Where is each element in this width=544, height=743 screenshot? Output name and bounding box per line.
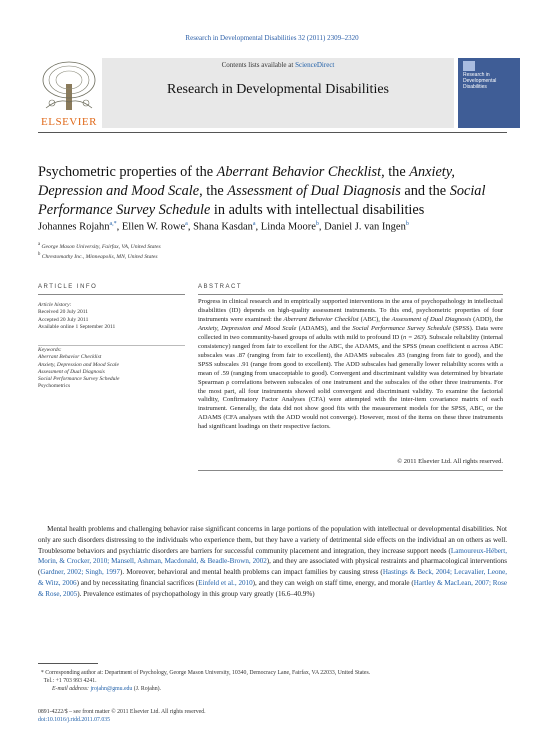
doi-link[interactable]: doi:10.1016/j.ridd.2011.07.035 xyxy=(38,717,111,723)
keywords xyxy=(38,347,188,391)
affiliation-text: George Mason University, Fairfax, VA, United States xyxy=(41,243,161,250)
author-sep: , xyxy=(116,221,122,233)
citation-link[interactable]: Einfeld et al., 2010 xyxy=(198,578,253,587)
title-part: , the xyxy=(381,164,410,180)
header-rule xyxy=(38,132,507,133)
introduction-paragraph xyxy=(38,524,507,600)
author-list xyxy=(38,221,508,233)
article-title xyxy=(38,163,508,220)
abstract-text-part: (ABC), the xyxy=(358,315,392,323)
author-name[interactable]: Johannes Rojahn xyxy=(38,221,110,233)
abstract-italic-part: Social Performance Survey Schedule xyxy=(352,324,451,332)
abstract-heading: ABSTRACT xyxy=(198,284,243,290)
abstract-text-part: Progress in clinical research and in empirically supported interventions in the area of psychopathology in intellectual disabilities (ID) depends on high-quality assessment instruments. To this end, psychometric properties of four instruments were examined: the xyxy=(198,298,503,323)
corresponding-author-footnote xyxy=(38,669,507,693)
abstract-body xyxy=(198,298,503,432)
history-online: Available online 1 September 2011 xyxy=(38,323,116,330)
abstract-rule xyxy=(198,294,503,295)
title-part: Psychometric properties of the xyxy=(38,164,217,180)
body-text-part: Mental health problems and challenging behavior raise significant concerns in large portions of the population with intellectual or developmental disabilities. Not only are such disorders distressing to the individuals who experience them, but they have a variety of detrimental side effects on the individual an on others as well. Troublesome behaviors and psychiatric disorders are barriers for successful community placement and integration, they increase support needs ( xyxy=(38,525,507,555)
affiliation-a: $^a$ George Mason University, Fairfax, VA, United States xyxy=(38,242,161,250)
history-accepted: Accepted 20 July 2011 xyxy=(38,316,89,323)
author-name[interactable]: Ellen W. Rowe xyxy=(121,221,186,233)
title-part: , the xyxy=(199,183,228,199)
footnote-text: Corresponding author at: Department of Psychology, George Mason University, 10340, Democracy Lane, Fairfax, VA 22033, United States. xyxy=(43,670,371,676)
keyword-item: Psychometrics xyxy=(38,383,71,390)
abstract-sample-size: n = 263 xyxy=(403,333,424,341)
citation-link[interactable]: Lamoureux-Hébert, Morin, & Crocker, 2010; Mansell, Ashman, Macdonald, & Beadle-Brown, 2002 xyxy=(38,546,507,566)
keyword-item: Assessment of Dual Diagnosis xyxy=(38,368,105,375)
masthead-band xyxy=(102,58,454,128)
elsevier-wordmark: ELSEVIER xyxy=(41,116,97,128)
keyword-item: Aberrant Behavior Checklist xyxy=(38,354,102,361)
abstract-text-part: (ADD), the xyxy=(471,315,503,323)
affiliation-b: $^b$ Chrestomathy Inc., Minneapolis, MN, United States xyxy=(38,251,158,260)
article-info-heading: ARTICLE INFO xyxy=(38,284,98,290)
body-text-part: ). Prevalence estimates of psychopathology in this group vary greatly (16.6–40.9%) xyxy=(77,589,315,598)
abstract-italic-part: Anxiety, Depression and Mood Scale xyxy=(198,324,297,332)
author-affil-sup[interactable]: a xyxy=(185,221,188,227)
journal-reference[interactable]: Research in Developmental Disabilities 32 (2011) 2309–2320 xyxy=(185,34,359,42)
abstract-italic-part: Aberrant Behavior Checklist xyxy=(283,315,359,323)
author-name[interactable]: Linda Moore xyxy=(260,221,316,233)
keyword-item: Anxiety, Depression and Mood Scale xyxy=(38,361,119,368)
journal-cover-thumbnail[interactable] xyxy=(458,58,520,128)
email-suffix: (J. Rojahn). xyxy=(132,686,161,692)
author-sep: , xyxy=(255,221,261,233)
front-matter-info xyxy=(38,708,338,724)
title-part: and the xyxy=(400,183,450,199)
author-sep: , xyxy=(318,221,325,233)
body-text-part: ). Moreover, behavioral and mental health problems can impact families by causing stress ( xyxy=(120,568,383,577)
title-part: in adults with intellectual disabilities xyxy=(210,202,425,218)
keywords-label: Keywords: xyxy=(38,347,62,353)
footnote-tel: Tel.: +1 703 993 4241. xyxy=(43,678,97,684)
email-link[interactable]: jrojahn@gmu.edu xyxy=(90,686,133,692)
author-sep: , xyxy=(187,221,194,233)
body-text-part: ), and they can weigh on staff time, energy, and morale ( xyxy=(252,578,414,587)
contents-prefix: Contents lists available at xyxy=(221,61,296,69)
author-affil-sup[interactable]: b xyxy=(315,221,319,227)
cover-emblem-icon xyxy=(463,61,475,71)
sciencedirect-link[interactable]: ScienceDirect xyxy=(295,61,335,69)
abstract-text-part: (SPSS). Data were collected in two community-based groups of adults with mild to profound ID ( xyxy=(198,324,503,341)
title-italic-part: Aberrant Behavior Checklist xyxy=(216,164,382,180)
abstract-copyright: © 2011 Elsevier Ltd. All rights reserved. xyxy=(397,458,503,465)
article-history xyxy=(38,302,188,331)
footnote-mark: * xyxy=(40,670,44,676)
keywords-rule xyxy=(38,345,185,346)
affiliations xyxy=(38,241,338,261)
author-affil-sup[interactable]: a,* xyxy=(109,221,117,227)
keyword-item: Social Performance Survey Schedule xyxy=(38,376,120,383)
abstract-bottom-rule xyxy=(198,470,503,471)
affiliation-text: Chrestomathy Inc., Minneapolis, MN, United States xyxy=(41,253,158,260)
email-label: E-mail address: xyxy=(52,686,91,692)
body-text-part: ), and they are associated with physical restraints and pharmacological interventions ( xyxy=(38,557,507,577)
title-italic-part: Anxiety, Depression and Mood Scale xyxy=(38,164,455,199)
author-name[interactable]: Shana Kasdan xyxy=(193,221,253,233)
footnote-rule xyxy=(38,663,98,664)
cover-title: Research in Developmental Disabilities xyxy=(463,72,497,90)
elsevier-logo[interactable] xyxy=(38,58,100,128)
contents-line xyxy=(102,61,454,69)
author-affil-sup[interactable]: a xyxy=(252,221,256,227)
journal-title[interactable]: Research in Developmental Disabilities xyxy=(167,82,389,97)
title-italic-part: Assessment of Dual Diagnosis xyxy=(227,183,401,199)
author-name[interactable]: Daniel J. van Ingen xyxy=(324,221,406,233)
history-label: Article history: xyxy=(38,302,72,308)
citation-link[interactable]: Gardner, 2002; Singh, 1997 xyxy=(40,568,121,577)
abstract-text-part: (ADAMS), and the xyxy=(296,324,353,332)
abstract-italic-part: Assessment of Dual Diagnosis xyxy=(391,315,472,323)
citation-link[interactable]: Hartley & MacLean, 2007; Rose & Rose, 2005 xyxy=(38,578,507,598)
citation-link[interactable]: Hastings & Beck, 2004; Lecavalier, Leone, & Witz, 2006 xyxy=(38,568,507,587)
journal-masthead xyxy=(38,58,508,130)
tree-icon xyxy=(38,58,100,114)
body-text-part: ) and by necessitating financial sacrifices ( xyxy=(76,578,199,587)
info-rule xyxy=(38,294,185,295)
issn-line: 0891-4222/$ – see front matter © 2011 Elsevier Ltd. All rights reserved. xyxy=(38,709,206,715)
author-affil-sup[interactable]: b xyxy=(405,221,409,227)
history-received: Received 20 July 2011 xyxy=(38,309,89,316)
title-italic-part: Social Performance Survey Schedule xyxy=(38,183,486,218)
abstract-text-part: ). Subscale reliability (internal consistency) ranged from fair to excellent for the ABC, the ADAMS, and the SPSS (mean coefficient α across ABC subscales was .87 (ranging from fair to excellent), the ADAMS subscales .83 (ranging from fair to good), and the SPSS subscales .91 (range from good to excellent). The ADD subscales had generally lower reliability scores with a mean of .59 (ranging from unacceptable to good). Convergent and discriminant validity was determined by bivariate Spearman ρ correlations between subscales of one instrument and the subscales of the other three instruments. For the most part, all four instruments showed solid convergent and discriminant validity. To examine the factorial validity, Confirmatory Factor Analyses (CFA) were attempted with the inter-item covariance matrix of each instrument. Generally, the data did not show good fits with the measurement models for the SPSS, ABC, or the ADAMS (CFA analyses with the ADD would not converge). However, most of the items on these three instruments had significant loadings on their respective factors. xyxy=(198,333,503,431)
